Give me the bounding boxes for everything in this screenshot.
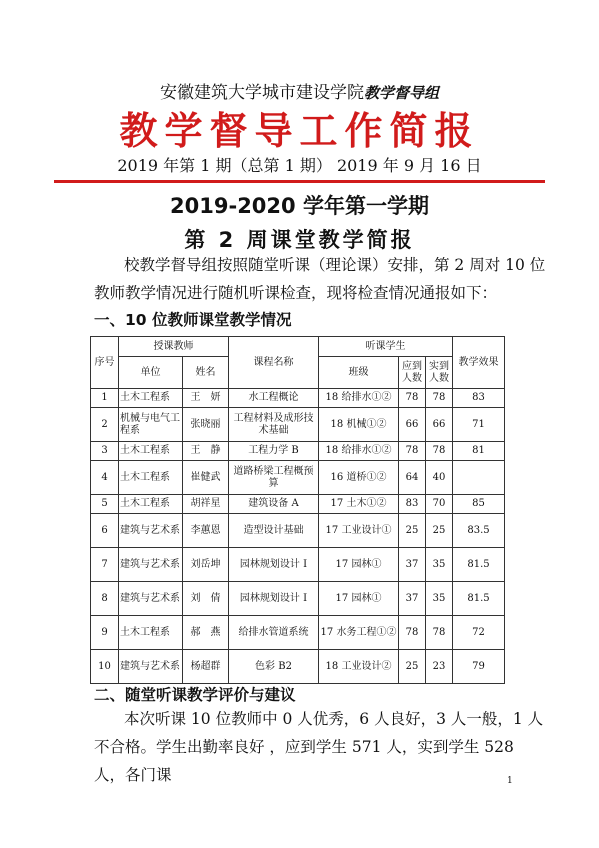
- cell-unit: 建筑与艺术系: [119, 582, 183, 616]
- cell-seq: 10: [91, 650, 119, 684]
- org-name: 安徽建筑大学城市建设学院: [159, 83, 364, 103]
- col-course-header: 课程名称: [229, 337, 319, 389]
- cell-name: 王 静: [183, 442, 229, 461]
- cell-course: 园林规划设计 I: [229, 582, 319, 616]
- cell-class: 17 土木①②: [319, 495, 399, 514]
- col-students-header: 听课学生: [319, 337, 453, 357]
- col-actual-header: 实到人数: [426, 357, 453, 389]
- cell-unit: 机械与电气工程系: [119, 408, 183, 442]
- cell-class: 18 给排水①②: [319, 389, 399, 408]
- cell-unit: 土木工程系: [119, 389, 183, 408]
- table-row: [91, 461, 505, 495]
- evaluation-paragraph: 本次听课 10 位教师中 0 人优秀，6 人良好，3 人一般，1 人不合格。学生出勤率良好 ，应到学生 571 人，实到学生 528 人，各门课: [94, 710, 544, 784]
- cell-name: 刘岳坤: [183, 548, 229, 582]
- cell-effect: 81.5: [453, 582, 505, 616]
- cell-name: 胡祥星: [183, 495, 229, 514]
- table-row: [91, 495, 505, 514]
- cell-name: 崔健武: [183, 461, 229, 495]
- col-teacher-header: 授课教师: [119, 337, 229, 357]
- table-row: [91, 582, 505, 616]
- col-class-header: 班级: [319, 357, 399, 389]
- page-number: 1: [507, 776, 513, 786]
- red-divider: [54, 180, 545, 183]
- cell-seq: 5: [91, 495, 119, 514]
- cell-seq: 2: [91, 408, 119, 442]
- table-row: [91, 548, 505, 582]
- cell-name: 张晓丽: [183, 408, 229, 442]
- cell-actual: 35: [426, 582, 453, 616]
- table-row: [91, 650, 505, 684]
- cell-unit: 土木工程系: [119, 461, 183, 495]
- table-row: [91, 514, 505, 548]
- cell-seq: 1: [91, 389, 119, 408]
- col-unit-header: 单位: [119, 357, 183, 389]
- cell-effect: [453, 461, 505, 495]
- issue-line: 2019 年第 1 期（总第 1 期） 2019 年 9 月 16 日: [117, 156, 482, 175]
- cell-class: 17 园林①: [319, 582, 399, 616]
- cell-course: 建筑设备 A: [229, 495, 319, 514]
- cell-seq: 4: [91, 461, 119, 495]
- cell-effect: 83.5: [453, 514, 505, 548]
- section2-title: 二、随堂听课教学评价与建议: [94, 686, 296, 704]
- cell-name: 刘 倩: [183, 582, 229, 616]
- cell-class: 17 工业设计①: [319, 514, 399, 548]
- cell-unit: 建筑与艺术系: [119, 548, 183, 582]
- cell-effect: 72: [453, 616, 505, 650]
- cell-expected: 25: [399, 650, 426, 684]
- intro-paragraph: 校教学督导组按照随堂听课（理论课）安排，第 2 周对 10 位教师教学情况进行随机听课检查，现将检查情况通报如下：: [94, 256, 546, 302]
- cell-course: 道路桥梁工程概预算: [229, 461, 319, 495]
- section1-title: 一、10 位教师课堂教学情况: [94, 311, 292, 329]
- cell-effect: 83: [453, 389, 505, 408]
- cell-actual: 70: [426, 495, 453, 514]
- cell-course: 工程材料及成形技术基础: [229, 408, 319, 442]
- cell-name: 王 妍: [183, 389, 229, 408]
- col-seq-header: 序号: [91, 337, 119, 389]
- cell-expected: 66: [399, 408, 426, 442]
- cell-class: 17 水务工程①②: [319, 616, 399, 650]
- cell-class: 18 机械①②: [319, 408, 399, 442]
- cell-actual: 66: [426, 408, 453, 442]
- cell-name: 杨超群: [183, 650, 229, 684]
- cell-unit: 土木工程系: [119, 442, 183, 461]
- table-row: [91, 389, 505, 408]
- cell-class: 17 园林①: [319, 548, 399, 582]
- teaching-table: [90, 336, 505, 684]
- cell-class: 18 给排水①②: [319, 442, 399, 461]
- cell-actual: 40: [426, 461, 453, 495]
- org-group: 教学督导组: [363, 84, 439, 102]
- cell-expected: 37: [399, 548, 426, 582]
- cell-unit: 土木工程系: [119, 616, 183, 650]
- table-row: [91, 616, 505, 650]
- cell-actual: 25: [426, 514, 453, 548]
- cell-expected: 78: [399, 616, 426, 650]
- cell-class: 16 道桥①②: [319, 461, 399, 495]
- cell-unit: 土木工程系: [119, 495, 183, 514]
- cell-expected: 78: [399, 442, 426, 461]
- col-name-header: 姓名: [183, 357, 229, 389]
- cell-seq: 7: [91, 548, 119, 582]
- cell-course: 园林规划设计 I: [229, 548, 319, 582]
- cell-name: 李蕙恩: [183, 514, 229, 548]
- bulletin-title: 教学督导工作简报: [119, 108, 480, 153]
- cell-seq: 9: [91, 616, 119, 650]
- report-heading-week: 第 2 周课堂教学简报: [184, 228, 415, 252]
- cell-actual: 78: [426, 616, 453, 650]
- cell-effect: 81.5: [453, 548, 505, 582]
- table-row: [91, 442, 505, 461]
- cell-expected: 25: [399, 514, 426, 548]
- cell-course: 水工程概论: [229, 389, 319, 408]
- cell-effect: 85: [453, 495, 505, 514]
- cell-unit: 建筑与艺术系: [119, 514, 183, 548]
- cell-class: 18 工业设计②: [319, 650, 399, 684]
- cell-name: 郝 燕: [183, 616, 229, 650]
- col-expected-header: 应到人数: [399, 357, 426, 389]
- cell-course: 色彩 B2: [229, 650, 319, 684]
- col-effect-header: 教学效果: [453, 337, 505, 389]
- cell-unit: 建筑与艺术系: [119, 650, 183, 684]
- cell-actual: 23: [426, 650, 453, 684]
- cell-effect: 79: [453, 650, 505, 684]
- cell-actual: 78: [426, 389, 453, 408]
- cell-course: 造型设计基础: [229, 514, 319, 548]
- cell-seq: 6: [91, 514, 119, 548]
- cell-seq: 8: [91, 582, 119, 616]
- cell-expected: 78: [399, 389, 426, 408]
- cell-effect: 71: [453, 408, 505, 442]
- cell-expected: 37: [399, 582, 426, 616]
- cell-actual: 35: [426, 548, 453, 582]
- cell-expected: 64: [399, 461, 426, 495]
- table-row: [91, 408, 505, 442]
- cell-effect: 81: [453, 442, 505, 461]
- cell-expected: 83: [399, 495, 426, 514]
- cell-seq: 3: [91, 442, 119, 461]
- report-heading-term: 2019-2020 学年第一学期: [170, 194, 429, 218]
- cell-course: 工程力学 B: [229, 442, 319, 461]
- cell-actual: 78: [426, 442, 453, 461]
- cell-course: 给排水管道系统: [229, 616, 319, 650]
